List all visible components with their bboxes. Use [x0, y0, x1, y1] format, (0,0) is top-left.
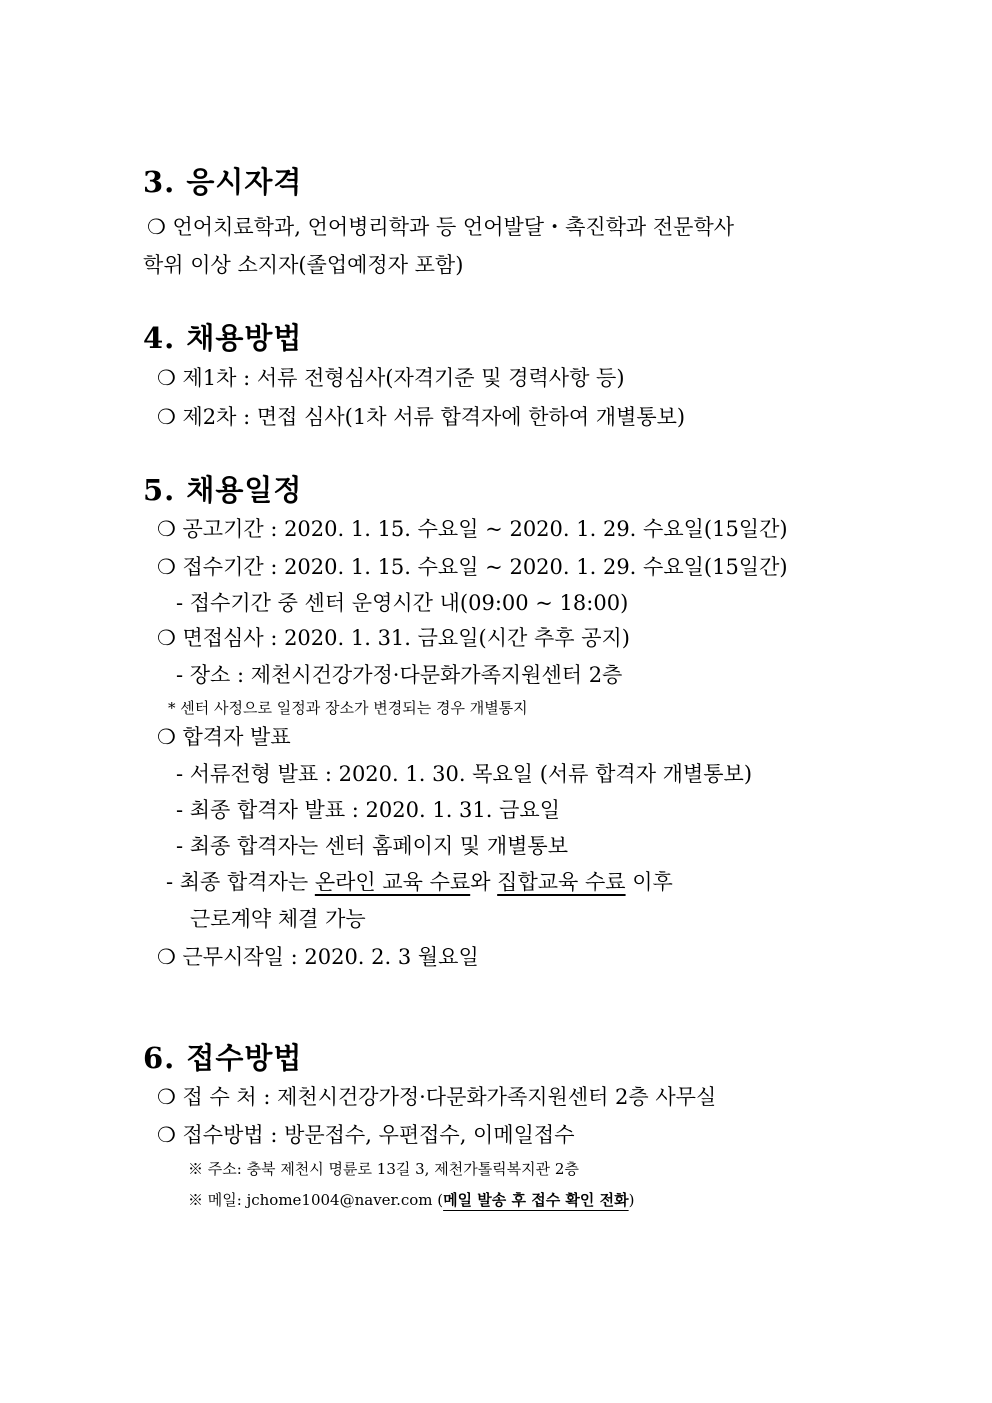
s5-line-12: ❍ 근무시작일 : 2020. 2. 3 월요일: [157, 945, 479, 969]
s3-line-2: 학위 이상 소지자(졸업예정자 포함): [143, 253, 464, 277]
section-5-title: 5. 채용일정: [143, 473, 303, 507]
s5-line-9: - 최종 합격자는 센터 홈페이지 및 개별통보: [176, 834, 569, 858]
s5-line-6: ❍ 합격자 발표: [157, 725, 291, 749]
s6-note-address: ※ 주소: 충북 제천시 명륜로 13길 3, 제천가톨릭복지관 2층: [188, 1160, 579, 1178]
s5-line-10-a: - 최종 합격자는: [166, 870, 315, 894]
s6-note-mail-a: ※ 메일: jchome1004@naver.com (: [188, 1191, 444, 1209]
s5-line-7: - 서류전형 발표 : 2020. 1. 30. 목요일 (서류 합격자 개별통보): [176, 762, 753, 786]
s5-line-5: - 장소 : 제천시건강가정·다문화가족지원센터 2층: [176, 663, 623, 687]
s6-line-2: ❍ 접수방법 : 방문접수, 우편접수, 이메일접수: [157, 1123, 575, 1147]
section-4-title: 4. 채용방법: [143, 321, 303, 355]
s5-line-10: [166, 868, 673, 896]
s4-line-2: ❍ 제2차 : 면접 심사(1차 서류 합격자에 한하여 개별통보): [157, 405, 686, 429]
s5-line-4: ❍ 면접심사 : 2020. 1. 31. 금요일(시간 추후 공지): [157, 626, 630, 650]
s4-line-1: ❍ 제1차 : 서류 전형심사(자격기준 및 경력사항 등): [157, 366, 625, 390]
s5-line-8: - 최종 합격자 발표 : 2020. 1. 31. 금요일: [176, 798, 560, 822]
s5-note: * 센터 사정으로 일정과 장소가 변경되는 경우 개별통지: [168, 699, 528, 717]
s5-line-10-c: 와: [470, 870, 498, 894]
group-education-underline: 집합교육 수료: [497, 870, 626, 894]
s6-line-1: ❍ 접 수 처 : 제천시건강가정·다문화가족지원센터 2층 사무실: [157, 1085, 717, 1109]
s6-note-mail-c: ): [628, 1191, 635, 1209]
s6-note-mail: [188, 1190, 634, 1210]
s5-line-10-e: 이후: [625, 870, 673, 894]
s5-line-1: ❍ 공고기간 : 2020. 1. 15. 수요일 ~ 2020. 1. 29. 수요일(15일간): [157, 517, 788, 541]
section-6-title: 6. 접수방법: [143, 1041, 303, 1075]
s5-line-11: 근로계약 체결 가능: [190, 907, 366, 931]
s3-line-1: ❍ 언어치료학과, 언어병리학과 등 언어발달・촉진학과 전문학사: [147, 215, 735, 239]
mail-confirm-call-underline: 메일 발송 후 접수 확인 전화: [443, 1191, 629, 1209]
section-3-title: 3. 응시자격: [143, 165, 303, 199]
s5-line-2: ❍ 접수기간 : 2020. 1. 15. 수요일 ~ 2020. 1. 29. 수요일(15일간): [157, 555, 788, 579]
s5-line-3: - 접수기간 중 센터 운영시간 내(09:00 ~ 18:00): [176, 591, 629, 615]
online-education-underline: 온라인 교육 수료: [314, 870, 471, 894]
